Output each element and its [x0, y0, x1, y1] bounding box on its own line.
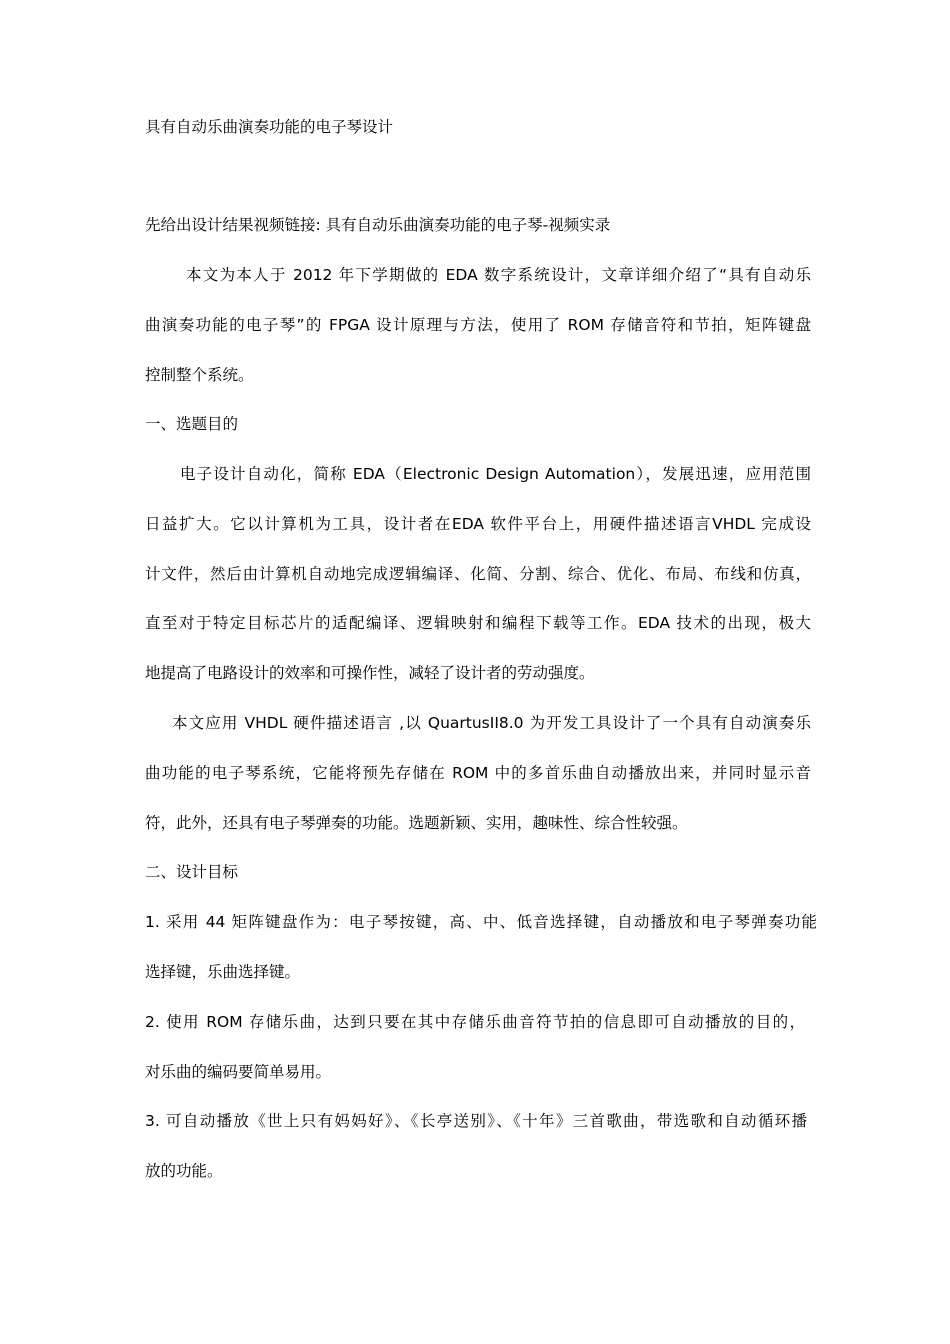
paragraph-line: 计文件，然后由计算机自动地完成逻辑编译、化简、分割、综合、优化、布局、布线和仿真， — [145, 565, 811, 583]
goal-line: 1. 采用 44 矩阵键盘作为：电子琴按键，高、中、低音选择键，自动播放和电子琴弹奏功能 — [145, 913, 817, 931]
goal-line: 选择键，乐曲选择键。 — [145, 963, 301, 981]
goal-line: 3. 可自动播放《世上只有妈妈好》、《长亭送别》、《十年》三首歌曲，带选歌和自动循环播 — [145, 1112, 807, 1130]
section-heading: 一、选题目的 — [145, 415, 239, 433]
paragraph-line: 符，此外，还具有电子琴弹奏的功能。选题新颖、实用，趣味性、综合性较强。 — [145, 814, 688, 832]
intro-line: 曲演奏功能的电子琴”的 FPGA 设计原理与方法，使用了 ROM 存储音符和节拍，矩阵键盘 — [145, 316, 811, 334]
paragraph-line: 地提高了电路设计的效率和可操作性，减轻了设计者的劳动强度。 — [145, 664, 595, 682]
paragraph-line: 曲功能的电子琴系统，它能将预先存储在 ROM 中的多首乐曲自动播放出来，并同时显示音 — [145, 764, 811, 782]
intro-line: 本文为本人于 2012 年下学期做的 EDA 数字系统设计，文章详细介绍了“具有自动乐 — [186, 266, 811, 284]
document-title: 具有自动乐曲演奏功能的电子琴设计 — [145, 118, 394, 136]
intro-line: 控制整个系统。 — [145, 366, 254, 384]
paragraph-line: 日益扩大。它以计算机为工具，设计者在EDA 软件平台上，用硬件描述语言VHDL 完成设 — [145, 515, 811, 533]
paragraph-line: 本文应用 VHDL 硬件描述语言 ,以 QuartusII8.0 为开发工具设计了一个具有自动演奏乐 — [172, 714, 811, 732]
video-link-line: 先给出设计结果视频链接: 具有自动乐曲演奏功能的电子琴-视频实录 — [145, 216, 611, 234]
paragraph-line: 电子设计自动化，简称 EDA（Electronic Design Automation），发展迅速，应用范围 — [180, 465, 811, 483]
goal-line: 对乐曲的编码要简单易用。 — [145, 1063, 332, 1081]
goal-line: 放的功能。 — [145, 1162, 223, 1180]
goal-line: 2. 使用 ROM 存储乐曲，达到只要在其中存储乐曲音符节拍的信息即可自动播放的目的， — [145, 1013, 805, 1031]
section-heading: 二、设计目标 — [145, 863, 239, 881]
paragraph-line: 直至对于特定目标芯片的适配编译、逻辑映射和编程下载等工作。EDA 技术的出现，极大 — [145, 614, 811, 632]
